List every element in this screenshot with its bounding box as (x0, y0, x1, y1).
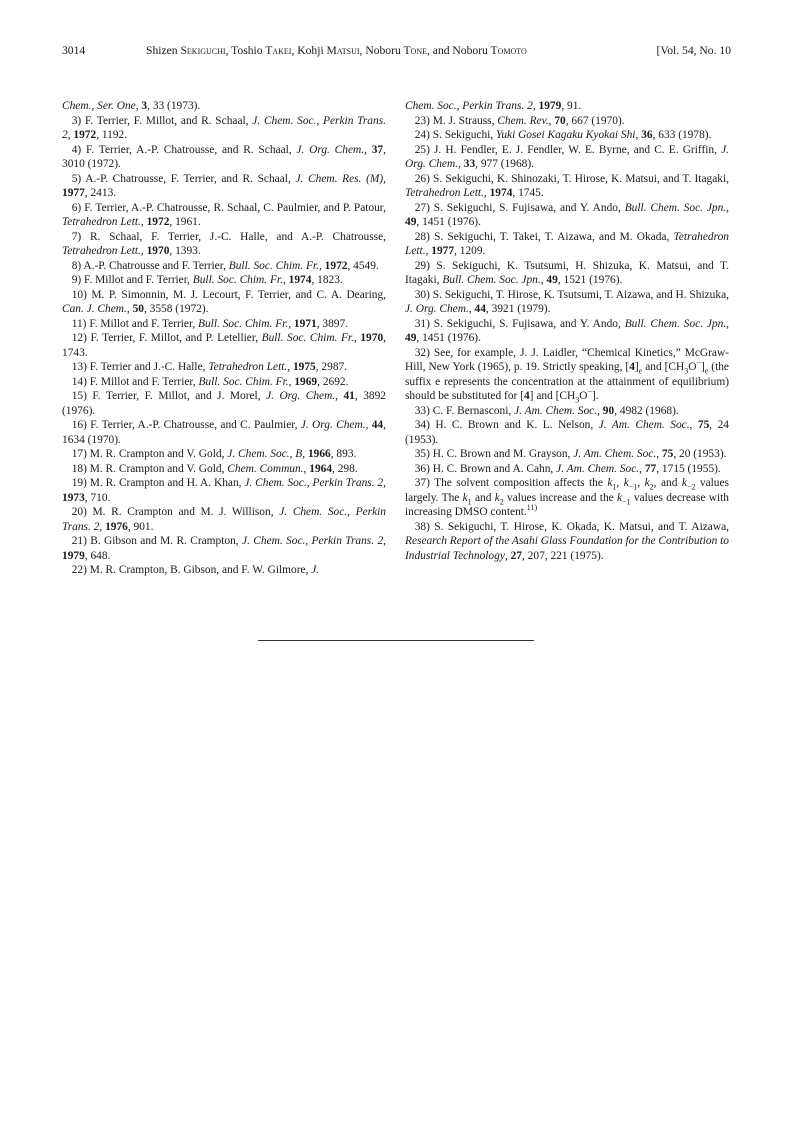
reference-entry (405, 128, 729, 143)
reference-number: 11) (71, 317, 87, 330)
reference-entry (62, 360, 386, 375)
reference-text: S. Sekiguchi, K. Shinozaki, T. Hirose, K. Matsui, and T. Itagaki, Tetrahedron Lett., 1974, 1745. (405, 172, 729, 199)
reference-entry (62, 143, 386, 172)
reference-text: A.-P. Chatrousse and F. Terrier, Bull. Soc. Chim. Fr., 1972, 4549. (83, 259, 379, 272)
reference-number: 24) (414, 129, 430, 141)
reference-number: 30) (414, 288, 430, 301)
reference-text: H. C. Brown and K. L. Nelson, J. Am. Chem. Soc., 75, 24 (1953). (405, 419, 729, 446)
reference-number: 15) (71, 390, 87, 402)
end-of-article-rule (258, 640, 534, 641)
reference-text: M. R. Crampton and V. Gold, J. Chem. Soc., B, 1966, 893. (89, 448, 357, 460)
reference-text: M. R. Crampton and M. J. Willison, J. Chem. Soc., Perkin Trans. 2, 1976, 901. (62, 506, 386, 533)
reference-number: 10) (71, 288, 87, 301)
reference-text: F. Terrier, F. Millot, and P. Letellier, Bull. Soc. Chim. Fr., 1970, 1743. (62, 332, 386, 359)
reference-entry (62, 476, 386, 505)
reference-text: F. Millot and F. Terrier, Bull. Soc. Chim. Fr., 1971, 3897. (89, 317, 349, 330)
reference-text: S. Sekiguchi, K. Tsutsumi, H. Shizuka, K. Matsui, and T. Itagaki, Bull. Chem. Soc. Jpn., 49, 1521 (1976). (405, 259, 729, 286)
reference-text: M. P. Simonnin, M. J. Lecourt, F. Terrier, and C. A. Dearing, Can. J. Chem., 50, 3558 (1972). (62, 288, 386, 315)
reference-entry (62, 331, 386, 360)
reference-number: 17) (71, 448, 87, 460)
references-right-column (405, 99, 729, 563)
reference-number: 3) (71, 114, 82, 127)
reference-text: H. C. Brown and M. Grayson, J. Am. Chem. Soc., 75, 20 (1953). (432, 448, 727, 460)
reference-number: 6) (71, 201, 82, 214)
reference-text: F. Terrier, A.-P. Chatrousse, and R. Schaal, J. Org. Chem., 37, 3010 (1972). (62, 143, 386, 170)
reference-entry (62, 534, 386, 563)
reference-entry (405, 418, 729, 447)
reference-text: F. Millot and F. Terrier, Bull. Soc. Chim. Fr., 1969, 2692. (89, 375, 349, 388)
reference-number: 36) (414, 462, 430, 475)
reference-text: F. Terrier, A.-P. Chatrousse, and C. Paulmier, J. Org. Chem., 44, 1634 (1970). (62, 419, 386, 446)
reference-text: F. Terrier, F. Millot, and J. Morel, J. Org. Chem., 41, 3892 (1976). (62, 390, 386, 417)
reference-text: S. Sekiguchi, Yuki Gosei Kagaku Kyokai Shi, 36, 633 (1978). (432, 129, 712, 141)
reference-number: 35) (414, 448, 430, 460)
reference-text: S. Sekiguchi, T. Hirose, K. Tsutsumi, T. Aizawa, and H. Shizuka, J. Org. Chem., 44, 3921 (1979). (405, 288, 729, 315)
reference-entry (405, 201, 729, 230)
reference-text: H. C. Brown and A. Cahn, J. Am. Chem. Soc., 77, 1715 (1955). (432, 462, 721, 475)
reference-number: 20) (71, 506, 87, 518)
reference-entry (405, 172, 729, 201)
reference-number: 27) (414, 201, 430, 214)
reference-text: M. R. Crampton, B. Gibson, and F. W. Gilmore, J. (89, 564, 320, 576)
running-header-authors: Shizen Sekiguchi, Toshio Takei, Kohji Matsui, Noboru Tone, and Noboru Tomoto (146, 44, 527, 57)
reference-entry (405, 520, 729, 564)
reference-number: 12) (71, 332, 87, 344)
reference-entry (62, 389, 386, 418)
reference-number: 25) (414, 143, 430, 156)
reference-entry (405, 259, 729, 288)
reference-number: 28) (414, 230, 430, 243)
reference-text: B. Gibson and M. R. Crampton, J. Chem. Soc., Perkin Trans. 2, 1979, 648. (62, 535, 386, 562)
reference-number: 19) (71, 477, 87, 489)
reference-number: 31) (414, 317, 430, 330)
reference-text: J. H. Fendler, E. J. Fendler, W. E. Byrne, and C. E. Griffin, J. Org. Chem., 33, 977 (1968). (405, 143, 729, 170)
reference-text: The solvent composition affects the $k_1$, $k_{-1}$, $k_2$, and $k_{-2}$ values largely. The $k_1$ and $k_2$ values increase and the $k_{-1}$ values decrease with increasing DMSO content.$^{11)}$ (405, 477, 729, 518)
reference-entry (405, 346, 729, 404)
reference-entry (405, 99, 729, 114)
reference-entry (405, 404, 729, 419)
references-left-column (62, 99, 386, 578)
reference-entry (62, 375, 386, 390)
reference-number: 16) (71, 419, 87, 431)
reference-number: 8) (71, 259, 82, 272)
reference-text: M. R. Crampton and H. A. Khan, J. Chem. Soc., Perkin Trans. 2, 1973, 710. (62, 477, 386, 504)
reference-entry (62, 505, 386, 534)
reference-entry (405, 476, 729, 520)
reference-text: S. Sekiguchi, T. Takei, T. Aizawa, and M. Okada, Tetrahedron Lett., 1977, 1209. (405, 230, 729, 257)
reference-entry (62, 447, 386, 462)
reference-number: 38) (414, 520, 430, 533)
reference-entry (405, 317, 729, 346)
reference-number: 29) (414, 259, 430, 272)
reference-entry (405, 114, 729, 129)
reference-text: See, for example, J. J. Laidler, “Chemical Kinetics,” McGraw-Hill, New York (1965), p. 19. Strictly speaking, $[4]_e$ and $[CH_3O^-]_e$ (the suffix e represents the concentration at the attainment of equilibrium) should be substituted for [4] and $[CH_3O^-]$. (405, 346, 729, 405)
reference-entry (62, 563, 386, 578)
reference-text: F. Terrier, A.-P. Chatrousse, R. Schaal, C. Paulmier, and P. Patour, Tetrahedron Lett., 1972, 1961. (62, 201, 386, 228)
reference-number: 5) (71, 172, 82, 185)
reference-text: R. Schaal, F. Terrier, J.-C. Halle, and A.-P. Chatrousse, Tetrahedron Lett., 1970, 1393. (62, 230, 386, 257)
reference-entry (405, 462, 729, 477)
reference-text: Chem., Ser. One, 3, 33 (1973). (62, 100, 201, 112)
reference-text: S. Sekiguchi, T. Hirose, K. Okada, K. Matsui, and T. Aizawa, Research Report of the Asahi Glass Foundation for the Contribution to Industrial Technology, 27, 207, 221 (1975). (405, 520, 729, 562)
reference-entry (405, 288, 729, 317)
reference-entry (62, 273, 386, 288)
reference-number: 13) (71, 361, 87, 373)
reference-entry (405, 230, 729, 259)
reference-number: 21) (71, 535, 87, 547)
reference-entry (62, 114, 386, 143)
reference-number: 33) (414, 404, 430, 417)
reference-entry (62, 99, 386, 114)
reference-number: 37) (414, 477, 430, 489)
reference-number: 23) (414, 114, 430, 127)
reference-text: S. Sekiguchi, S. Fujisawa, and Y. Ando, Bull. Chem. Soc. Jpn., 49, 1451 (1976). (405, 317, 729, 344)
page-number: 3014 (62, 44, 86, 57)
reference-entry (62, 288, 386, 317)
volume-issue: [Vol. 54, No. 10 (656, 44, 731, 57)
reference-entry (405, 143, 729, 172)
reference-text: F. Millot and F. Terrier, Bull. Soc. Chim. Fr., 1974, 1823. (84, 274, 343, 286)
reference-text: Chem. Soc., Perkin Trans. 2, 1979, 91. (405, 100, 582, 112)
reference-entry (62, 317, 386, 332)
reference-text: S. Sekiguchi, S. Fujisawa, and Y. Ando, Bull. Chem. Soc. Jpn., 49, 1451 (1976). (405, 201, 729, 228)
reference-number: 22) (71, 564, 87, 576)
reference-text: M. J. Strauss, Chem. Rev., 70, 667 (1970). (432, 114, 625, 127)
reference-number: 34) (414, 419, 430, 431)
reference-entry (62, 259, 386, 274)
reference-number: 4) (71, 143, 82, 156)
reference-entry (62, 462, 386, 477)
reference-text: F. Terrier, F. Millot, and R. Schaal, J. Chem. Soc., Perkin Trans. 2, 1972, 1192. (62, 114, 386, 141)
reference-entry (62, 418, 386, 447)
reference-number: 14) (71, 375, 87, 388)
reference-number: 9) (71, 274, 82, 286)
reference-text: F. Terrier and J.-C. Halle, Tetrahedron Lett., 1975, 2987. (89, 361, 348, 373)
reference-text: M. R. Crampton and V. Gold, Chem. Commun., 1964, 298. (89, 462, 358, 475)
reference-number: 26) (414, 172, 430, 185)
reference-number: 7) (71, 230, 82, 243)
reference-number: 32) (414, 346, 430, 359)
reference-entry (62, 230, 386, 259)
reference-text: C. F. Bernasconi, J. Am. Chem. Soc., 90, 4982 (1968). (432, 404, 679, 417)
reference-text: A.-P. Chatrousse, F. Terrier, and R. Schaal, J. Chem. Res. (M), 1977, 2413. (62, 172, 386, 199)
reference-entry (62, 201, 386, 230)
reference-number: 18) (71, 462, 87, 475)
reference-entry (62, 172, 386, 201)
reference-entry (405, 447, 729, 462)
running-header (62, 44, 731, 62)
